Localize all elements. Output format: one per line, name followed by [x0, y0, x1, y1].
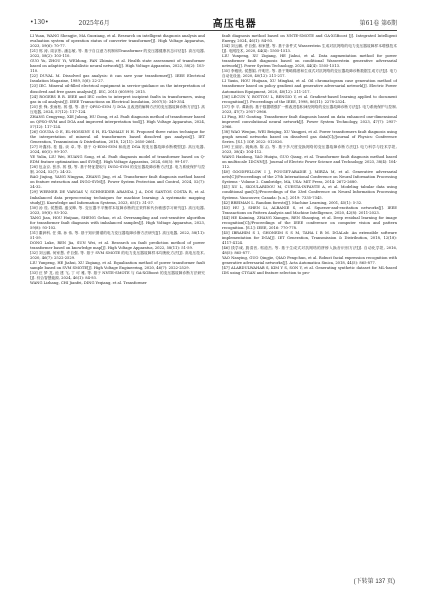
reference-entry: [31] 董润科, 任 婧, 孙 伟, 等. 基于知识图谱的电力变压器故障诊断方法研究[J]. 高压电器, 2022, 58(11): 51-59. [30, 230, 205, 240]
reference-entry: WANG Haidong, YAO Huiqiu, GUO Qiang, et al. Transformer fault diagnosis method based on multiscale 1DCNN[J]. Journal of Electric Power Science and Technology, 2023, 38(4): 104-112. [222, 155, 397, 170]
reference-entry: BAO Jinjing, YANG Ningyan, ZHANG Jing, et al. Transformer fault diagnosis method based on feature extraction and INGO-SVM[J]. Power System Protection and Control, 2024, 52(7): 24-32. [30, 175, 205, 190]
reference-entry: YAO Nanying, GUO Qingjie, QIAO Fengchun, et al. Robust facial expression recognition with generative adversarial networks[J]. Acta Automatica Sinica, 2018, 44(5): 865-877. [222, 256, 397, 266]
page-number: •130• [30, 18, 49, 26]
reference-entry: [45] IBRAHIM S I, GHONEIM S S M, TAHA I B M. DGALab: An extensible software implementation for DGA[J]. IET Generation, Transmission & Distribution, 2018, 12(18): 4117-4124. [222, 230, 397, 245]
reference-entry: LIU Yunpeng, XU Ziqiang, HE Jiahui, et al. Data augmentation method for power transformer fault diagnosis based on conditional Wasserstein generative adversarial network[J]. Power System Technology, 2020, 44(4): 1505-1513. [222, 54, 397, 69]
reference-entry: [38] WAO Wenjun, WEI Beiqing, XU Yangpei, et al. Power transformers fault diagnosis using graph neural networks based on dissolved gas data[C]//Journal of Physics: Conference Series. [S.l.]: IOP, 2022: 012026. [222, 129, 397, 144]
reference-entry: [36] LECUN Y, BOTTOU L, BENGIO Y, et al. Gradient-based learning applied to document recognition[J]. Proceedings of the IEEE, 1998, 86(11): 2278-2324. [222, 94, 397, 104]
reference-entry: fault diagnosis method based on NNTE-SMOTE and GA-XGBoost [J]. Integrated Intelligent Energy, 2024, 46(1): 84-93. [222, 34, 397, 44]
header-left [30, 18, 110, 27]
reference-entry: DONG Luke, REN Jia, SUN Wei, et al. Research on fault prediction method of power transformer based on knowledge map[J]. High Voltage Apparatus, 2022, 58(11): 51-59. [30, 240, 205, 250]
reference-entry: LI Yuan, WANG Shengjie, MA Guoxiang, et al. Research on intelligent diagnosis analysis and evaluation system of operation status of converter transformer[J]. High Voltage Apparatus, 2023, 59(6): 70-77. [30, 34, 205, 49]
reference-entry: [44] HE Kaiming, ZHANG Xiangyu, REN Shaoqing, et al. Deep residual learning for image recognition[C]//Proceedings of the IEEE conference on computer vision and pattern recognition. [S.l.]: IEEE, 2016: 770-778. [222, 215, 397, 230]
reference-entry: [30] 汤 桂, 侯慧娟, 盛戈皞, 等. 变压器不平衡样本故障诊断的过采样和代价敏感学习研究[J]. 高压电器, 2023, 59(8): 93-102. [30, 205, 205, 215]
reference-entry: [40] GOODFELLOW I J, POUGET-ABADIE J, MIRZA M, et al. Generative adversarial nets[C]//Proceedings of the 27th International Conference on Neural Information Processing Systems - Volume 2. Cambridge, MA, USA: MIT Press, 2014: 2672-2680. [222, 170, 397, 185]
reference-entry: WANG Lizhang, CHI Jianfei, DING Yeqiang, et al. Transformer [30, 281, 147, 286]
issue-date: 2025年6月 [78, 19, 110, 27]
reference-entry: [33] 汪 梦 龙, 池 建 飞, 丁 可 雅, 等. 基于 NNTE-SMOTE 与 GA-XGBoost 的变压器故障诊断方法研究[J]. 综合智慧能源, 2024, 46(1): 84-93. [30, 271, 205, 281]
reference-entry: LI Yaxin, HOU Huijuan, XU Mingkai, et al. Oil chromatogram case generation method of transformer based on policy gradient and generative adversarial network[J]. Electric Power Automation Equipment, 2020, 40(12): 211-217. [222, 79, 397, 94]
references-right-column [222, 34, 397, 582]
reference-entry: [46] 钱学诚, 蔚清晋, 郭道杰, 等. 基于生成式对抗网络的拼桥入换音识别方法[J]. 自动化学报, 2016, 48(5): 865-877. [222, 245, 397, 256]
reference-entry: GUO Yu, ZHOU Yi, WEIdong, PAN Zhimin, et al. Health state assessment of transformer based on adaptive probabilistic neural network[J]. High Voltage Apparatus, 2022, 58(2): 103-110. [30, 59, 205, 74]
references-left-column [30, 34, 205, 582]
reference-entry: [35] 李雅欣, 侯慧娟, 许明宏, 等. 基于策略梯度和生成式对抗网络的变压器故障诊断数据生成方法[J]. 电力自动化设备, 2020, 40(12): 211-217. [222, 69, 397, 79]
reference-entry: [25] 张 锋, 张雨松, 郭 强, 等. 基于 QPSO-SVM 与 DGA 且改进的解释方法的变压器故障诊断方法[J]. 高压电器, 2024, 57(12): 117-124. [30, 104, 205, 114]
journal-logo: 高压电器 [212, 18, 257, 30]
reference-entry: [28] 包金京, 张彦, 郭 强, 等. 基于特征提取与 INGO-SVM 的变压器故障诊断方法[J]. 电力系统保护与控制, 2024, 52(7): 24-32. [30, 165, 205, 175]
reference-entry: [27] 叶鑫伟, 桂 磊, 谈 卓, 等. 基于 Q-EDM-SVM 和改进 DGA 的变压器故障诊断模型[J]. 高压电器, 2024, 60(5): 99-107. [30, 145, 205, 155]
reference-entry: [23] IEC. Mineral oil-filled electrical equipment in service-guidance on the interpretation of dissolved and free gases analysis[J]. IEC, 2015 (60599): 2015. [30, 84, 205, 94]
reference-entry: YE Yulin, LIU Wei, HUANG Song, et al. Fault diagnosis model of transformer based on Q-EDM feature optimization and SVM[J]. High Voltage Apparatus, 2024, 60(5): 99-107. [30, 155, 205, 165]
reference-entry: TANG Jian, HOU Huijuan, SHENG Gehao, et al. Oversampling and cost-sensitive algorithm for transformer fault diagnosis with imbalanced samples[J]. High Voltage Apparatus, 2023, 59(8): 93-102. [30, 215, 205, 230]
reference-entry: [21] 郭 涛, 周京彤, 潘志敏, 等. 基于自注意力机制和Transformer 的变压器健康状态评估[J]. 高压电器, 2022, 58(2): 103-110. [30, 49, 205, 59]
header-rule [30, 30, 397, 31]
page-header [30, 16, 397, 28]
reference-entry: [41] XU L, SKOULARIDOU M, CUESTA-INFANTE A, et al. Modeling tabular data using conditional gan[C]//Proceedings of the 33rd Conference on Neural Information Processing Systems. Vancouver, Canada: [s.n.], 2019: 7335-7345. [222, 185, 397, 200]
reference-entry: [37] 李 平, 谭新航. 基于数据增强扩一维改进卷积神经网络的变压器故障诊断方法[J]. 电力系统保护与控制, 2023, 47(7): 2957-2966. [222, 104, 397, 114]
reference-entry: [24] ROGERS R R. IEEE and IEC codes to interpret incipient faults in transformers, using gas in oil analysis[J]. IEEE Transactions on Electrical Insulation, 2007(5): 349-354. [30, 94, 205, 104]
reference-entry: [32] 刘云鹏, 何家慧, 许自强, 等. 基于 SVM SMOTE 的电力变压器故障样本均衡化方法[J]. 高电压技术, 2020, 46(7): 2522-2529. [30, 251, 205, 261]
reference-entry: [29] WERNER DE VARGAS V, SCHNEIDER ARANDA J A, DOS SANTOS COSTA R, et al. Imbalanced data preprocessing techniques for machine learning: A systematic mapping study[J]. Knowledge and Information Systems, 2023, 65(1): 31-57. [30, 190, 205, 205]
volume-issue: 第61卷 第6期 [359, 19, 397, 27]
continued-note: (下转第 137 页) [353, 579, 395, 585]
reference-entry: LIU Yunpeng, HE Jiahui, XU Ziqiang, et al. Equalization method of power transformer fault sample based on SVM SMOTE[J]. High Voltage Engineering, 2020, 46(7): 2522-2529. [30, 261, 205, 271]
reference-entry: [39] 王丽乐, 姚焕涛, 陈 沿, 等. 基于多尺度变换网络的变压器故障诊断方法[J]. 电力科学与技术学报, 2023, 38(4): 104-112. [222, 145, 397, 155]
reference-entry: [42] BREIMAN L. Random forests[J]. Machine Learning, 2001, 45(1): 5-32. [222, 200, 363, 205]
reference-entry: [47] ALABDULWAHAB S, KIM Y S, SON Y, et al. Generating synthetic dataset for ML-based IDS using CTGAN and feature selection to pro- [222, 266, 397, 276]
reference-entry: [22] DUVAL M. Dissolved gas analysis: it can save your transformer[J]. IEEE Electrical Insulation Magazine, 1989, 5(6): 22-27. [30, 74, 205, 84]
reference-entry: [43] HU J, SHEN Li, ALBANIE S, et al. Squeeze-and-excitation networks[J]. IEEE Transactions on Pattern Analysis and Machine Intelligence, 2020, 42(8): 2011-2023. [222, 205, 397, 215]
reference-entry: [34] 刘云鹏, 许自强, 和家慧, 等. 基于条件式 Wasserstein 生成对抗网络的电力变压器故障样本增强技术[J]. 电网技术, 2020, 44(4): 1505-1513. [222, 44, 397, 54]
reference-entry: ZHANG Cengyeng, XIE Julong, HU Dong, et al. Fault diagnosis method of transformer based on QPSO-SVM and DGA and improved interpretation tool[J]. High Voltage Apparatus, 2024, 57(12): 117-124. [30, 114, 205, 129]
reference-entry: [26] GOUDA O E, EL-HOSSINY S H, EL-TAMALY H H. Proposed three ratios technique for the interpretation of mineral oil transformers based dissolved gas analysis[J]. IET Generation, Transmission & Distribution, 2018, 12(11): 2650-2661. [30, 129, 205, 144]
reference-entry: LI Ping, HU Gonting. Transformer fault diagnosis based on data enhanced one-dimensional improved convolutional neural network[J]. Power System Technology, 2023, 47(7): 2957-2966. [222, 114, 397, 129]
